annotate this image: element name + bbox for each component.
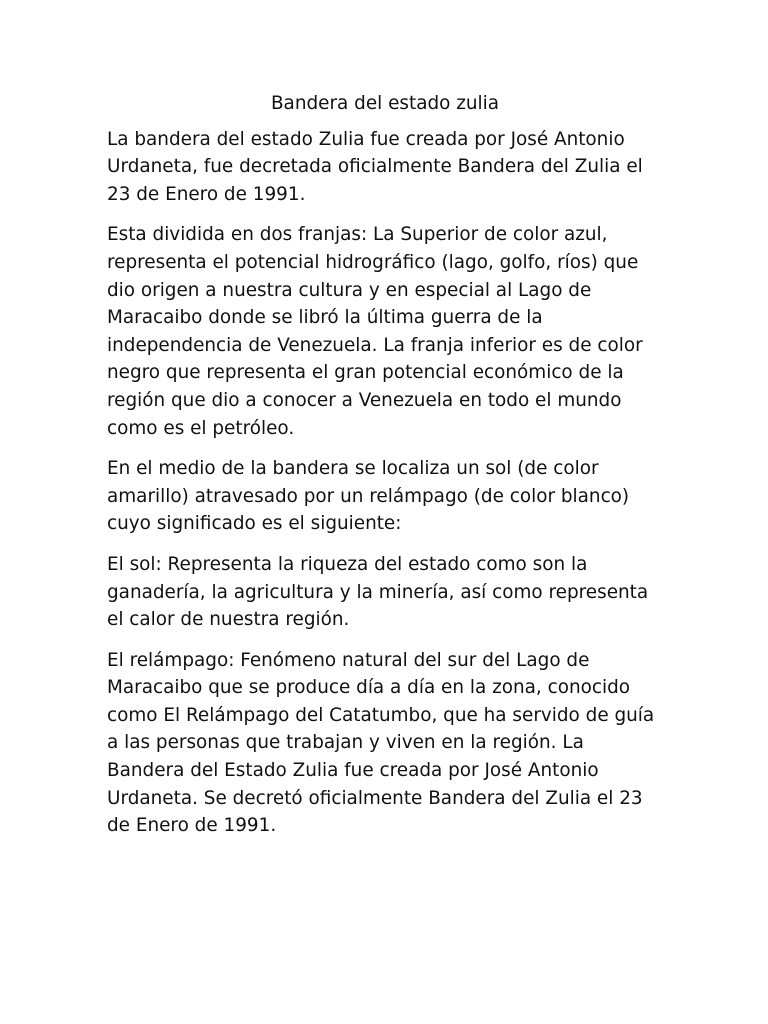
document-title: Bandera del estado zulia [270,93,500,114]
paragraph-intro: La bandera del estado Zulia fue creada por José Antonio Urdaneta, fue decretada oficialmente Bandera del Zulia el 23 de Enero de 1991. [107,128,643,205]
paragraph-sun-and-lightning: En el medio de la bandera se localiza un sol (de color amarillo) atravesado por un relámpago (de color blanco) cuyo significado es el siguiente: [107,458,630,535]
paragraph-stripes: Esta dividida en dos franjas: La Superior de color azul, representa el potencial hidrográfico (lago, golfo, ríos) que dio origen a nuestra cultura y en especial al Lago de Maracaibo donde se libró la última guerra de la independencia de Venezuela. La franja inferior es de color negro que representa el gran potencial económico de la región que dio a conocer a Venezuela en todo el mundo como es el petróleo. [107,224,643,439]
document-body [107,90,663,853]
paragraph-sun: El sol: Representa la riqueza del estado como son la ganadería, la agricultura y la minería, así como representa el calor de nuestra región. [107,553,649,631]
paragraph-lightning: El relámpago: Fenómeno natural del sur del Lago de Maracaibo que se produce día a día en la zona, conocido como El Relámpago del Catatumbo, que ha servido de guía a las personas que trabajan y viven en la región. La Bandera del Estado Zulia fue creada por José Antonio Urdaneta. Se decretó oficialmente Bandera del Zulia el 23 de Enero de 1991. [107,649,655,837]
